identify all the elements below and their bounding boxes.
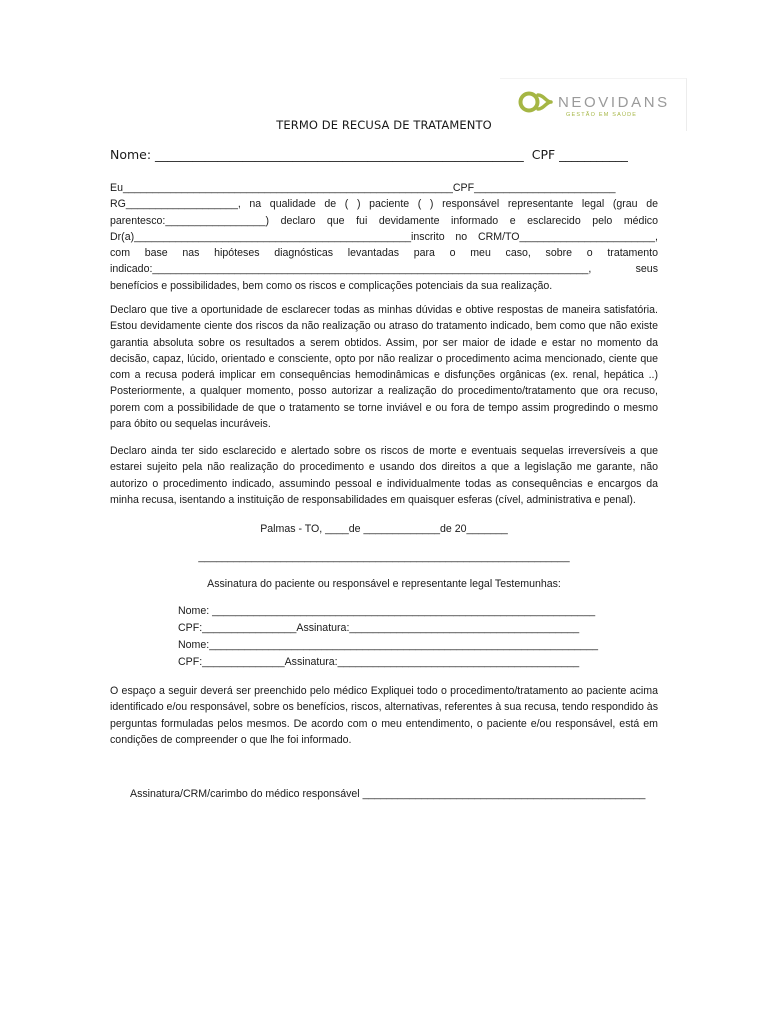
declaration-paragraph: Eu________________________________________________________CPF________________________ RG___________________, na qualidade de ( ) paciente ( ) responsável representante legal (grau de parentesco:_________________) declaro que fui devidamente informado e esclarecido pelo médico Dr(a)_______________________________________________inscrito no CRM/TO_______________________, com base nas hipóteses diagnósticas levantadas para o meu caso, sobre o tratamento indicado:__________________________________________________________________________, seus benefícios e possibilidades, bem como os riscos e complicações potenciais da sua realização. <box>110 182 658 292</box>
logo-tagline: GESTÃO EM SAÚDE <box>566 112 638 118</box>
awareness-paragraph: Declaro que tive a oportunidade de esclarecer todas as minhas dúvidas e obtive respostas de maneira satisfatória. Estou devidamente ciente dos riscos da não realização ou atraso do tratamento indicado, bem como que não existe garantia absoluta sobre os resultados a serem obtidos. Assim, por ser maior de idade e estar no momento da decisão, capaz, lúcido, orientado e consciente, opto por não realizar o procedimento acima mencionado, ciente que com a recusa poderá implicar em consequências hemodinâmicas e disfunções orgânicas (ex. renal, hepática ..) Posteriormente, a qualquer momento, posso autorizar a realização do procedimento/tratamento que ora recuso, porem com a possibilidade de que o tratamento se torne inviável e ou fora de tempo assim progredindo o mesmo para óbito ou sequelas incuráveis. <box>110 304 658 431</box>
patient-signature-caption: Assinatura do paciente ou responsável e representante legal Testemunhas: <box>207 578 561 590</box>
refusal-paragraph: Declaro ainda ter sido esclarecido e alertado sobre os riscos de morte e eventuais sequelas irreversíveis a que estarei sujeito pela não realização do procedimento e usando dos direitos a que a legislação me garante, não autorizo o procedimento indicado, assumindo pessoal e individualmente todas as consequências e encargos da minha recusa, isentando a instituição de responsabilidades em quaisquer esferas (cível, administrativa e penal). <box>110 445 658 506</box>
witness-1-cpf-signature: CPF:________________Assinatura:_______________________________________ <box>178 622 580 634</box>
physician-signature-line: Assinatura/CRM/carimbo do médico responsável ________________________________________________ <box>130 788 646 800</box>
place-date-line: Palmas - TO, ____de _____________de 20_______ <box>260 523 508 535</box>
witness-1-name: Nome: _________________________________________________________________ <box>178 605 596 617</box>
patient-signature-line: _______________________________________________________________ <box>198 551 570 563</box>
witness-2-name: Nome:__________________________________________________________________ <box>178 639 599 651</box>
physician-statement-paragraph: O espaço a seguir deverá ser preenchido pelo médico Expliquei todo o procedimento/tratamento ao paciente acima identificado e/ou responsável, sobre os benefícios, riscos, alternativas, referentes à sua recusa, tendo respondido às perguntas formuladas pelos mesmos. De acordo com o meu entendimento, o paciente e/ou responsável, está em condições de compreender o que lhe foi informado. <box>110 685 658 746</box>
name-cpf-field-line: Nome: ___________________________________________________________ CPF ___________ <box>110 147 628 162</box>
witness-2-cpf-signature: CPF:______________Assinatura:_________________________________________ <box>178 656 580 668</box>
document-title: TERMO DE RECUSA DE TRATAMENTO <box>276 118 492 132</box>
neovidans-logo-icon <box>518 91 554 113</box>
logo-name: NEOVIDANS <box>558 94 670 111</box>
